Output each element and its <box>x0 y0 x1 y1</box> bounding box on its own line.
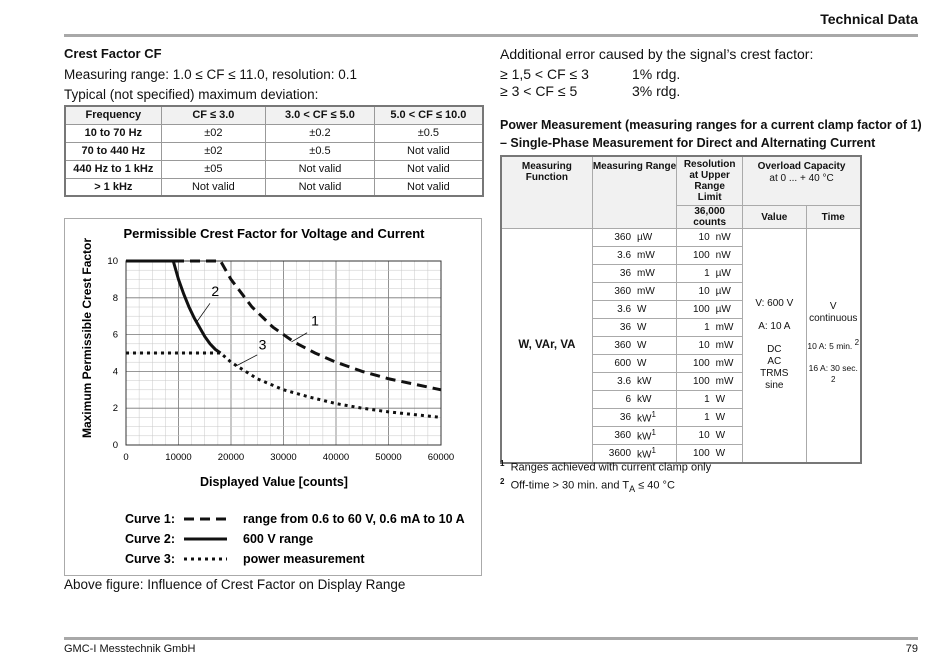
header-overload-sub: at 0 ... + 40 °C <box>769 173 834 184</box>
range-unit-cell-text: W <box>637 340 647 351</box>
resolution-unit-cell-text: µW <box>715 268 731 279</box>
footer-company: GMC-I Messtechnik GmbH <box>64 643 196 655</box>
footnote-text: ≤ 40 °C <box>635 479 675 492</box>
range-unit-cell <box>634 319 677 337</box>
range-value-cell <box>592 301 634 319</box>
range-value-cell-text: 600 <box>614 358 632 369</box>
header-overload <box>743 156 861 206</box>
x-tick-label: 40000 <box>322 452 350 463</box>
range-unit-cell-text: W <box>637 304 647 315</box>
resolution-unit-cell-text: mW <box>715 358 734 369</box>
error-condition: ≥ 3 < CF ≤ 5 <box>500 83 578 99</box>
range-value-cell <box>592 247 634 265</box>
resolution-value-cell <box>677 229 713 247</box>
overload-value-line: DC <box>767 344 782 356</box>
table-cell: ±0.2 <box>266 124 375 142</box>
range-value-cell-text: 36 <box>619 412 632 423</box>
footer-rule <box>64 637 918 640</box>
resolution-unit-cell <box>713 391 743 409</box>
range-value-cell-text: 360 <box>614 286 632 297</box>
y-tick-label: 0 <box>112 440 118 451</box>
resolution-unit-cell <box>713 229 743 247</box>
footnote-marker: 1 <box>651 446 656 456</box>
crest-factor-figure <box>64 218 482 576</box>
table-cell: Not valid <box>374 142 483 160</box>
curve-3-leader <box>236 355 257 366</box>
range-unit-cell <box>634 301 677 319</box>
range-value-cell-text: 36 <box>619 322 632 333</box>
table-cell: Not valid <box>266 178 375 196</box>
table-cell: 10 to 70 Hz <box>65 124 161 142</box>
resolution-unit-cell <box>713 283 743 301</box>
resolution-unit-cell-text: W <box>715 447 726 459</box>
curve-label: 2 <box>211 282 220 299</box>
resolution-unit-cell <box>713 319 743 337</box>
range-value-cell <box>592 265 634 283</box>
resolution-unit-cell-text: W <box>715 394 726 405</box>
resolution-unit-cell <box>713 445 743 463</box>
resolution-value-cell-text: 100 <box>692 447 710 459</box>
overload-value-line: V: 600 V <box>755 298 794 310</box>
range-unit-cell <box>634 265 677 283</box>
table-row <box>65 142 483 160</box>
header-measuring-function: Measuring Function <box>501 156 592 229</box>
x-tick-label: 20000 <box>217 452 245 463</box>
resolution-unit-cell-text: W <box>715 430 726 441</box>
chart-title: Permissible Crest Factor for Voltage and Current <box>123 226 425 241</box>
resolution-unit-cell <box>713 301 743 319</box>
curve-2-leader <box>197 303 210 321</box>
range-unit-cell-text: mW <box>637 250 655 261</box>
resolution-unit-cell-text: µW <box>715 286 731 297</box>
range-unit-cell-text: µW <box>637 232 653 243</box>
table-cell: Not valid <box>374 178 483 196</box>
table-row <box>501 229 861 247</box>
table-cell: ±05 <box>161 160 266 178</box>
resolution-unit-cell-text: mW <box>715 376 734 387</box>
header-measuring-range: Measuring Range <box>592 156 676 229</box>
error-value: 1% rdg. <box>632 66 681 82</box>
range-unit-cell <box>634 427 677 445</box>
x-tick-label: 0 <box>123 452 129 463</box>
overload-time-line: continuous <box>809 313 858 325</box>
table-header-cell: 5.0 < CF ≤ 10.0 <box>374 106 483 124</box>
table-cell: 440 Hz to 1 kHz <box>65 160 161 178</box>
resolution-unit-cell-text: nW <box>715 250 731 261</box>
range-unit-cell-text: kW <box>637 449 652 461</box>
error-condition: ≥ 1,5 < CF ≤ 3 <box>500 66 589 82</box>
crest-factor-range: Measuring range: 1.0 ≤ CF ≤ 11.0, resolution: 0.1 <box>64 67 357 82</box>
footnote-marker: 2 <box>854 338 860 348</box>
chart-legend <box>125 512 465 566</box>
range-value-cell <box>592 373 634 391</box>
range-value-cell-text: 36 <box>619 268 632 279</box>
range-unit-cell <box>634 283 677 301</box>
resolution-unit-cell-text: mW <box>715 340 734 351</box>
table-cell: Not valid <box>161 178 266 196</box>
overload-time-text: 10 A: 5 min. <box>807 341 853 352</box>
range-value-cell-text: 360 <box>614 340 632 351</box>
range-value-cell-text: 3.6 <box>617 250 632 261</box>
range-value-cell <box>592 283 634 301</box>
measuring-function-cell: W, VAr, VA <box>501 229 592 463</box>
y-tick-label: 8 <box>112 292 118 304</box>
footnote <box>500 475 711 496</box>
resolution-value-cell <box>677 319 713 337</box>
resolution-value-cell-text: 1 <box>704 322 710 333</box>
resolution-value-cell <box>677 265 713 283</box>
footnote-number: 1 <box>500 459 505 468</box>
power-measurement-subtitle: – Single-Phase Measurement for Direct and Alternating Current <box>500 136 876 150</box>
resolution-value-cell-text: 1 <box>704 268 710 279</box>
power-measurement-body <box>501 229 861 463</box>
resolution-value-cell-text: 1 <box>704 412 710 423</box>
chart-x-axis-label: Displayed Value [counts] <box>200 475 348 489</box>
table-cell: ±02 <box>161 124 266 142</box>
chart-grid <box>126 261 441 445</box>
figure-caption: Above figure: Influence of Crest Factor on Display Range <box>64 577 406 592</box>
y-tick-label: 6 <box>112 329 118 341</box>
footnote-number: 2 <box>500 476 505 486</box>
range-value-cell-text: 360 <box>614 232 632 243</box>
resolution-value-cell-text: 10 <box>698 430 710 441</box>
header-resolution: Resolution at Upper Range Limit <box>677 156 743 206</box>
resolution-unit-cell <box>713 337 743 355</box>
table-cell: ±0.5 <box>266 142 375 160</box>
error-value: 3% rdg. <box>632 83 681 99</box>
resolution-value-cell <box>677 247 713 265</box>
crest-factor-chart <box>65 219 483 577</box>
range-value-cell-text: 3.6 <box>617 376 632 387</box>
resolution-value-cell-text: 10 <box>698 286 710 297</box>
table-cell: 70 to 440 Hz <box>65 142 161 160</box>
x-tick-label: 60000 <box>427 452 455 463</box>
overload-time-line <box>807 337 860 352</box>
power-measurement-table <box>500 155 862 464</box>
table-header-cell: Frequency <box>65 106 161 124</box>
range-unit-cell <box>634 409 677 427</box>
overload-value-line: AC <box>767 356 782 368</box>
overload-value-line: TRMS <box>760 368 789 380</box>
table-cell: ±0.5 <box>374 124 483 142</box>
chart-y-axis-label: Maximum Permissible Crest Factor <box>80 237 94 439</box>
crest-factor-title: Crest Factor CF <box>64 46 162 61</box>
range-unit-cell <box>634 373 677 391</box>
x-tick-label: 10000 <box>165 452 192 463</box>
range-unit-cell-text: kW <box>637 413 652 425</box>
resolution-value-cell-text: 100 <box>692 250 710 261</box>
legend-description: power measurement <box>243 552 365 566</box>
overload-time-text: 16 A: 30 sec. <box>808 363 858 374</box>
range-unit-cell-text: mW <box>637 268 655 279</box>
header-counts: 36,000 counts <box>677 206 743 229</box>
footnote-subscript: A <box>629 483 636 494</box>
range-unit-cell-text: kW <box>637 431 652 443</box>
resolution-value-cell <box>677 355 713 373</box>
resolution-unit-cell-text: nW <box>715 232 731 243</box>
range-value-cell <box>592 409 634 427</box>
overload-value-line: A: 10 A <box>758 321 791 333</box>
resolution-value-cell-text: 100 <box>692 358 710 369</box>
footnote-marker: 1 <box>651 410 656 420</box>
power-measurement-title: Power Measurement (measuring ranges for a current clamp factor of 1) <box>500 118 922 132</box>
resolution-unit-cell <box>713 265 743 283</box>
resolution-unit-cell <box>713 373 743 391</box>
footer-page-number: 79 <box>905 643 918 655</box>
resolution-unit-cell <box>713 247 743 265</box>
table-cell: Not valid <box>266 160 375 178</box>
y-tick-label: 4 <box>112 366 118 378</box>
overload-value-cell <box>743 229 806 463</box>
resolution-unit-cell-text: µW <box>715 304 731 315</box>
range-unit-cell <box>634 337 677 355</box>
resolution-value-cell <box>677 373 713 391</box>
footnote-text: Ranges achieved with current clamp only <box>510 461 712 474</box>
resolution-unit-cell <box>713 427 743 445</box>
range-unit-cell-text: kW <box>637 394 652 405</box>
x-tick-label: 30000 <box>270 452 297 463</box>
x-tick-label: 50000 <box>375 452 402 463</box>
header-value: Value <box>743 206 806 229</box>
resolution-value-cell-text: 100 <box>692 376 710 387</box>
resolution-value-cell <box>677 337 713 355</box>
table-header-cell: 3.0 < CF ≤ 5.0 <box>266 106 375 124</box>
range-value-cell <box>592 229 634 247</box>
footnote-text: Off-time > 30 min. and T <box>510 479 630 492</box>
table-header-row <box>501 156 861 206</box>
legend-label: Curve 2: <box>125 532 176 546</box>
curve-1-leader <box>291 333 307 342</box>
table-cell: ±02 <box>161 142 266 160</box>
overload-time-line <box>807 362 860 389</box>
table-header-row <box>65 106 483 124</box>
y-tick-label: 2 <box>112 403 118 415</box>
header-overload-title: Overload Capacity <box>757 161 846 172</box>
y-tick-label: 10 <box>107 256 118 267</box>
range-unit-cell-text: kW <box>637 376 652 387</box>
footnote <box>500 457 711 475</box>
range-unit-cell-text: W <box>637 358 647 369</box>
range-unit-cell <box>634 247 677 265</box>
range-value-cell-text: 3600 <box>608 447 632 459</box>
table-cell: > 1 kHz <box>65 178 161 196</box>
resolution-unit-cell <box>713 409 743 427</box>
footnote-marker: 1 <box>651 428 656 438</box>
resolution-unit-cell-text: W <box>715 412 726 423</box>
resolution-value-cell <box>677 391 713 409</box>
additional-error-text: Additional error caused by the signal’s crest factor: <box>500 46 814 62</box>
resolution-unit-cell-text: mW <box>715 322 734 333</box>
curve-label: 3 <box>258 336 267 353</box>
range-unit-cell <box>634 355 677 373</box>
legend-description: range from 0.6 to 60 V, 0.6 mA to 10 A <box>243 512 465 526</box>
range-value-cell <box>592 355 634 373</box>
range-unit-cell-text: W <box>637 322 647 333</box>
resolution-value-cell-text: 100 <box>692 304 710 315</box>
resolution-unit-cell <box>713 355 743 373</box>
resolution-value-cell-text: 10 <box>698 232 710 243</box>
resolution-value-cell-text: 1 <box>704 394 710 405</box>
resolution-value-cell-text: 10 <box>698 340 710 351</box>
overload-value-line: sine <box>765 380 784 392</box>
legend-label: Curve 3: <box>125 552 176 566</box>
resolution-value-cell <box>677 427 713 445</box>
range-unit-cell <box>634 391 677 409</box>
header-title: Technical Data <box>820 11 918 27</box>
range-unit-cell <box>634 229 677 247</box>
range-value-cell <box>592 427 634 445</box>
footnotes <box>500 457 711 496</box>
range-unit-cell-text: mW <box>637 286 655 297</box>
crest-factor-deviation-table <box>64 105 484 197</box>
table-cell: Not valid <box>374 160 483 178</box>
range-value-cell-text: 360 <box>614 430 632 441</box>
legend-label: Curve 1: <box>125 512 176 526</box>
range-value-cell-text: 3.6 <box>617 304 632 315</box>
resolution-value-cell <box>677 301 713 319</box>
overload-time-cell <box>806 229 861 463</box>
chart-ticks <box>107 256 454 463</box>
chart-curve-labels <box>197 283 319 366</box>
table-row <box>65 124 483 142</box>
range-value-cell-text: 6 <box>625 394 632 405</box>
resolution-value-cell <box>677 283 713 301</box>
table-row <box>65 178 483 196</box>
legend-description: 600 V range <box>243 532 314 546</box>
crest-factor-typical: Typical (not specified) maximum deviation: <box>64 87 319 102</box>
range-value-cell <box>592 337 634 355</box>
overload-time-line: V <box>829 301 837 313</box>
curve-label: 1 <box>311 312 319 329</box>
footnote-marker: 2 <box>831 375 836 385</box>
header-time: Time <box>806 206 861 229</box>
range-value-cell <box>592 391 634 409</box>
resolution-value-cell <box>677 409 713 427</box>
header-rule <box>64 34 918 37</box>
table-row <box>65 160 483 178</box>
table-header-cell: CF ≤ 3.0 <box>161 106 266 124</box>
range-value-cell <box>592 319 634 337</box>
